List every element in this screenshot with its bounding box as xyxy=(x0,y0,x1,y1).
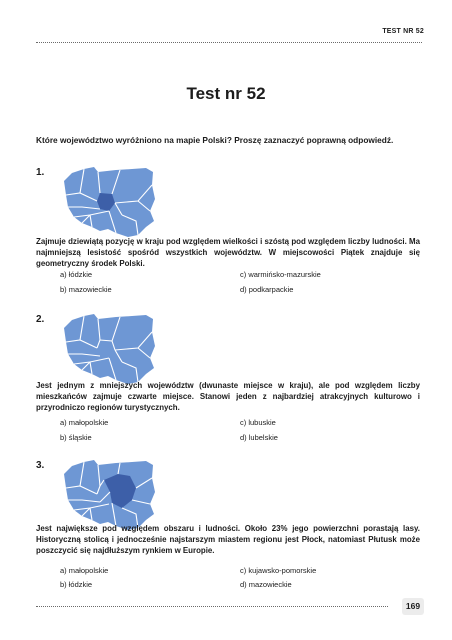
item-3-number: 3. xyxy=(36,460,45,471)
item-2-option-a[interactable]: a) małopolskie xyxy=(60,418,109,427)
poland-outline xyxy=(64,314,155,384)
poland-map-2 xyxy=(60,310,160,386)
item-1-option-d[interactable]: d) podkarpackie xyxy=(240,285,294,294)
item-3-option-c[interactable]: c) kujawsko-pomorskie xyxy=(240,566,317,575)
item-3-option-a[interactable]: a) małopolskie xyxy=(60,566,109,575)
item-3-option-d[interactable]: d) mazowieckie xyxy=(240,580,292,589)
item-1-option-c[interactable]: c) warmińsko-mazurskie xyxy=(240,270,321,279)
item-3-option-b[interactable]: b) łódzkie xyxy=(60,580,93,589)
item-1-option-b[interactable]: b) mazowieckie xyxy=(60,285,112,294)
header-divider xyxy=(36,42,422,43)
item-2-option-b[interactable]: b) śląskie xyxy=(60,433,92,442)
page-number: 169 xyxy=(402,598,424,615)
page-title: Test nr 52 xyxy=(186,84,266,103)
item-2-number: 2. xyxy=(36,314,45,325)
poland-map-3 xyxy=(60,456,160,532)
item-1-number: 1. xyxy=(36,167,45,178)
item-1-option-a[interactable]: a) łódzkie xyxy=(60,270,93,279)
item-2-description: Jest jednym z mniejszych województw (dwunaste miejsce w kraju), ale pod względem liczby mieszkańców zajmuje czwarte miejsce. Stanowi jeden z najbardziej atrakcyjnych kulturowo i przyrodniczo regionów turystycznych. xyxy=(36,381,420,413)
footer-divider xyxy=(36,606,388,607)
running-head: TEST NR 52 xyxy=(382,28,424,35)
poland-outline xyxy=(64,460,155,530)
poland-map-1 xyxy=(60,163,160,239)
item-1-description: Zajmuje dziewiątą pozycję w kraju pod względem wielkości i szóstą pod względem liczby ludności. Ma najmniejszą lesistość spośród wszystkich województw. W miejscowości Piątek znajduje się geometryczny środek Polski. xyxy=(36,237,420,269)
item-2-option-d[interactable]: d) lubelskie xyxy=(240,433,278,442)
item-2-option-c[interactable]: c) lubuskie xyxy=(240,418,276,427)
item-3-description: Jest największe pod względem obszaru i ludności. Około 23% jego powierzchni porastają lasy. Historyczną stolicą i jednocześnie najstarszym miastem regionu jest Płock, natomiast Płutusk może poszczycić się najdłuższym rynkiem w Europie. xyxy=(36,524,420,556)
question-text: Które województwo wyróżniono na mapie Polski? Proszę zaznaczyć poprawną odpowiedź. xyxy=(36,135,394,145)
